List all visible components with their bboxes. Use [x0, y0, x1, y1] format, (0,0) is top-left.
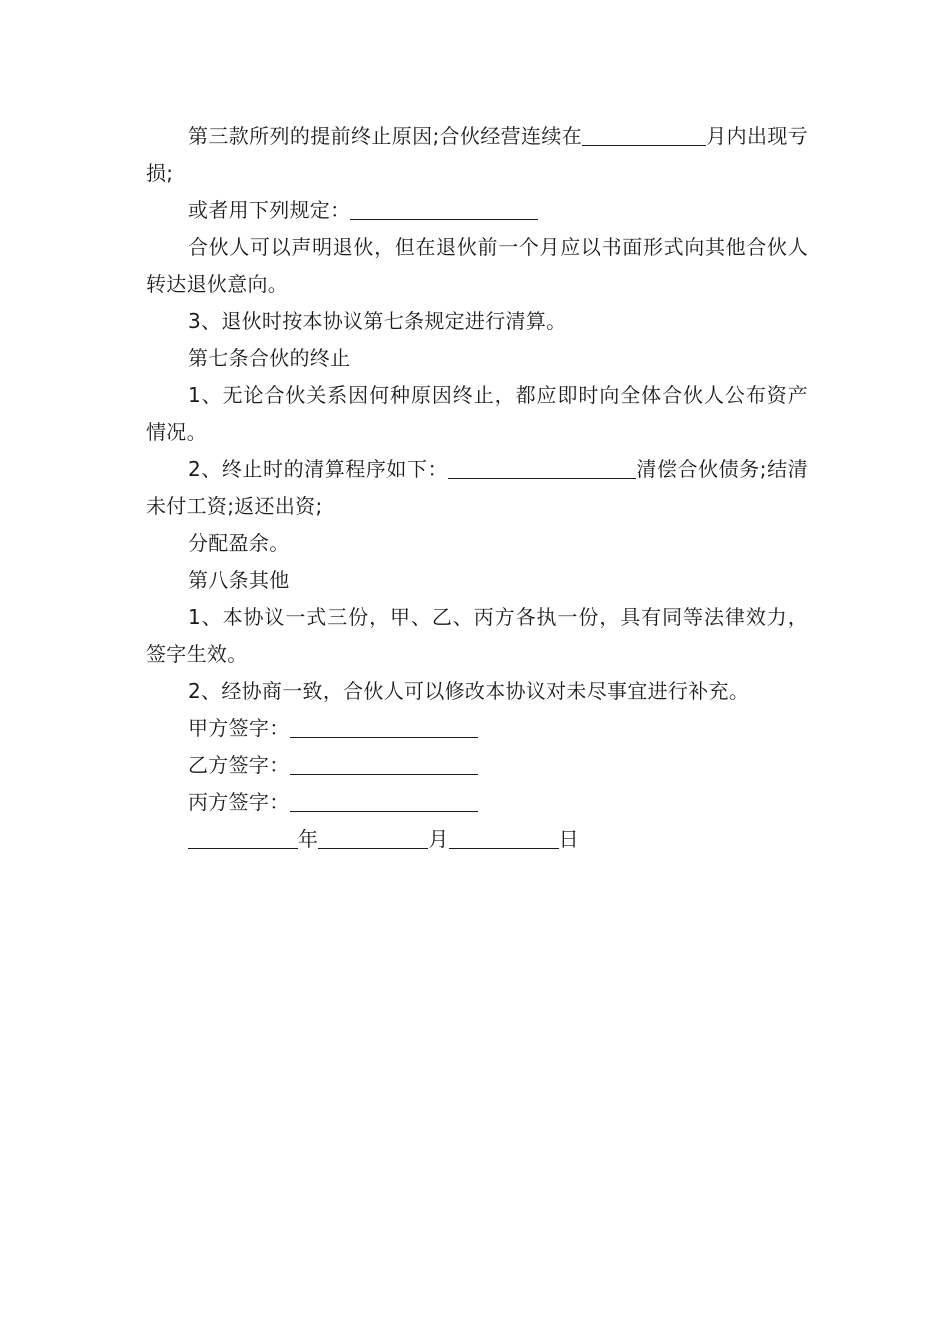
signature-label: 丙方签字：	[188, 790, 290, 814]
date-day-label: 日	[558, 827, 579, 851]
fill-blank-rules	[350, 195, 538, 220]
section-heading-article-7	[146, 340, 808, 377]
signature-line-party-c	[146, 784, 808, 821]
date-blank-month	[318, 824, 428, 849]
paragraph-text: 2、经协商一致，合伙人可以修改本协议对未尽事宜进行补充。	[188, 679, 750, 703]
paragraph-other-rules	[146, 192, 808, 229]
paragraph-amendment	[146, 673, 808, 710]
paragraph-text: 合伙人可以声明退伙，但在退伙前一个月应以书面形式向其他合伙人转达退伙意向。	[146, 235, 808, 296]
paragraph-distribute-surplus	[146, 525, 808, 562]
paragraph-asset-disclosure	[146, 377, 808, 451]
heading-text: 第七条合伙的终止	[188, 346, 351, 370]
signature-label: 甲方签字：	[188, 716, 290, 740]
paragraph-text: 1、无论合伙关系因何种原因终止，都应即时向全体合伙人公布资产情况。	[146, 383, 808, 444]
signature-line-party-a	[146, 710, 808, 747]
fill-blank-months	[582, 121, 706, 146]
signature-blank-party-c	[290, 787, 478, 812]
signature-line-party-b	[146, 747, 808, 784]
paragraph-text: 月内出现亏损;	[146, 124, 808, 185]
fill-blank-procedure	[448, 454, 636, 479]
date-blank-day	[449, 824, 559, 849]
paragraph-text: 分配盈余。	[188, 531, 290, 555]
date-year-label: 年	[298, 827, 319, 851]
heading-text: 第八条其他	[188, 568, 290, 592]
signature-label: 乙方签字：	[188, 753, 290, 777]
date-month-label: 月	[428, 827, 449, 851]
paragraph-text: 清偿合伙债务;结清未付工资;返还出资;	[146, 457, 808, 518]
paragraph-text: 3、退伙时按本协议第七条规定进行清算。	[188, 309, 567, 333]
signature-blank-party-b	[290, 750, 478, 775]
paragraph-text: 2、终止时的清算程序如下：	[188, 457, 449, 481]
section-heading-article-8	[146, 562, 808, 599]
date-blank-year	[188, 824, 298, 849]
paragraph-text: 第三款所列的提前终止原因;合伙经营连续在	[188, 124, 583, 148]
paragraph-withdrawal-notice	[146, 229, 808, 303]
paragraph-early-termination	[146, 118, 808, 192]
signature-blank-party-a	[290, 713, 478, 738]
paragraph-withdrawal-settlement	[146, 303, 808, 340]
date-line	[146, 821, 808, 858]
paragraph-copies	[146, 599, 808, 673]
paragraph-liquidation-procedure	[146, 451, 808, 525]
paragraph-text: 或者用下列规定：	[188, 198, 351, 222]
document-body	[146, 118, 808, 858]
paragraph-text: 1、本协议一式三份，甲、乙、丙方各执一份，具有同等法律效力，签字生效。	[146, 605, 808, 666]
